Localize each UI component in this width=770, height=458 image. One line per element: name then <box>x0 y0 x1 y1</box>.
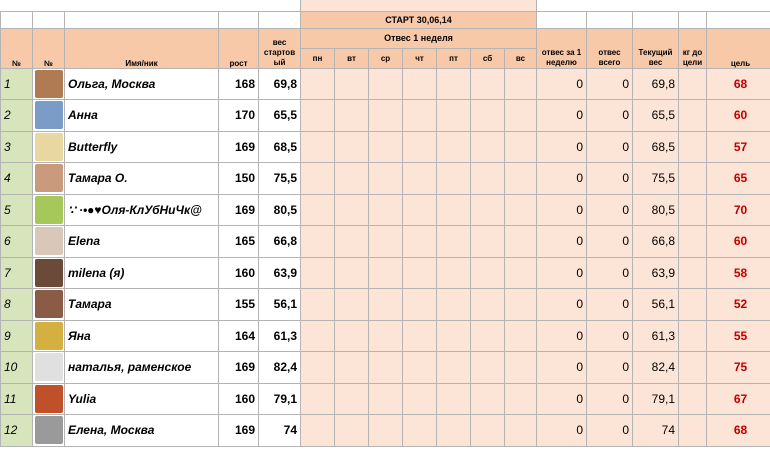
table-row <box>1 257 770 289</box>
start-merge-top[interactable] <box>301 0 537 11</box>
row-index-cell[interactable]: 5 <box>1 194 33 226</box>
table-row <box>1 352 770 384</box>
day-weight-cell[interactable] <box>437 383 471 415</box>
goal-weight-cell[interactable]: 60 <box>707 100 770 132</box>
row-index-cell[interactable]: 4 <box>1 163 33 195</box>
total-loss-cell[interactable]: 0 <box>587 320 633 352</box>
current-weight-cell[interactable]: 61,3 <box>633 320 679 352</box>
row-index-cell[interactable]: 1 <box>1 68 33 100</box>
day-weight-cell[interactable] <box>437 289 471 321</box>
header-total-loss[interactable]: отвес всего <box>587 28 633 68</box>
goal-weight-cell[interactable]: 70 <box>707 194 770 226</box>
week-loss-cell[interactable]: 0 <box>537 163 587 195</box>
participant-name-cell[interactable]: Яна <box>65 320 219 352</box>
height-cell[interactable]: 170 <box>219 100 259 132</box>
goal-weight-cell[interactable]: 68 <box>707 68 770 100</box>
week-loss-cell[interactable]: 0 <box>537 131 587 163</box>
day-weight-cell[interactable] <box>505 100 537 132</box>
current-weight-cell[interactable]: 69,8 <box>633 68 679 100</box>
current-weight-cell[interactable]: 74 <box>633 415 679 447</box>
day-weight-cell[interactable] <box>403 289 437 321</box>
height-cell[interactable]: 150 <box>219 163 259 195</box>
row-index-cell[interactable]: 6 <box>1 226 33 258</box>
day-weight-cell[interactable] <box>301 194 335 226</box>
participant-name-cell[interactable]: Ольга, Москва <box>65 68 219 100</box>
avatar-icon <box>35 196 63 224</box>
participants-table-body <box>1 68 770 446</box>
day-weight-cell[interactable] <box>301 100 335 132</box>
goal-weight-cell[interactable]: 60 <box>707 226 770 258</box>
day-weight-cell[interactable] <box>369 226 403 258</box>
participant-name-cell[interactable]: Елена, Москва <box>65 415 219 447</box>
height-cell[interactable]: 164 <box>219 320 259 352</box>
header-goal[interactable]: цель <box>707 28 770 68</box>
avatar-cell[interactable] <box>33 320 65 352</box>
participant-name-cell[interactable]: Анна <box>65 100 219 132</box>
day-weight-cell[interactable] <box>471 257 505 289</box>
participant-name-cell[interactable]: Тамара О. <box>65 163 219 195</box>
avatar-icon <box>35 227 63 255</box>
row-index-cell[interactable]: 8 <box>1 289 33 321</box>
day-weight-cell[interactable] <box>403 131 437 163</box>
day-weight-cell[interactable] <box>505 415 537 447</box>
day-weight-cell[interactable] <box>471 226 505 258</box>
total-loss-cell[interactable]: 0 <box>587 257 633 289</box>
kg-to-goal-cell[interactable] <box>679 131 707 163</box>
header-day-thu[interactable]: чт <box>403 48 437 68</box>
total-loss-cell[interactable]: 0 <box>587 100 633 132</box>
avatar-icon <box>35 322 63 350</box>
total-loss-cell[interactable]: 0 <box>587 68 633 100</box>
height-cell[interactable]: 160 <box>219 383 259 415</box>
table-row <box>1 100 770 132</box>
current-weight-cell[interactable]: 63,9 <box>633 257 679 289</box>
total-loss-cell[interactable]: 0 <box>587 131 633 163</box>
goal-weight-cell[interactable]: 75 <box>707 352 770 384</box>
kg-to-goal-cell[interactable] <box>679 194 707 226</box>
header-day-tue[interactable]: вт <box>335 48 369 68</box>
height-cell[interactable]: 169 <box>219 194 259 226</box>
day-weight-cell[interactable] <box>471 163 505 195</box>
day-weight-cell[interactable] <box>437 131 471 163</box>
day-weight-cell[interactable] <box>403 257 437 289</box>
day-weight-cell[interactable] <box>301 257 335 289</box>
day-weight-cell[interactable] <box>437 352 471 384</box>
week-loss-cell[interactable]: 0 <box>537 383 587 415</box>
current-weight-cell[interactable]: 82,4 <box>633 352 679 384</box>
day-weight-cell[interactable] <box>335 100 369 132</box>
avatar-cell[interactable] <box>33 68 65 100</box>
kg-to-goal-cell[interactable] <box>679 100 707 132</box>
day-weight-cell[interactable] <box>369 383 403 415</box>
participant-name-cell[interactable]: ∵ ·•●♥Оля-КлУбНиЧк@ <box>65 194 219 226</box>
day-weight-cell[interactable] <box>505 194 537 226</box>
day-weight-cell[interactable] <box>335 226 369 258</box>
total-loss-cell[interactable]: 0 <box>587 383 633 415</box>
height-cell[interactable]: 169 <box>219 131 259 163</box>
start-date-header[interactable]: СТАРТ 30,06,14 <box>301 11 537 28</box>
week-loss-cell[interactable]: 0 <box>537 415 587 447</box>
table-row <box>1 194 770 226</box>
avatar-icon <box>35 416 63 444</box>
current-weight-cell[interactable]: 68,5 <box>633 131 679 163</box>
start-weight-cell[interactable]: 61,3 <box>259 320 301 352</box>
participant-name-cell[interactable]: milena (я) <box>65 257 219 289</box>
day-weight-cell[interactable] <box>369 100 403 132</box>
day-weight-cell[interactable] <box>301 226 335 258</box>
day-weight-cell[interactable] <box>403 68 437 100</box>
week-loss-cell[interactable]: 0 <box>537 352 587 384</box>
row-index-cell[interactable]: 10 <box>1 352 33 384</box>
day-weight-cell[interactable] <box>369 415 403 447</box>
avatar-cell[interactable] <box>33 257 65 289</box>
avatar-icon <box>35 101 63 129</box>
avatar-icon <box>35 164 63 192</box>
header-day-sun[interactable]: вс <box>505 48 537 68</box>
goal-weight-cell[interactable]: 67 <box>707 383 770 415</box>
start-weight-cell[interactable]: 66,8 <box>259 226 301 258</box>
start-weight-cell[interactable]: 74 <box>259 415 301 447</box>
row-index-cell[interactable]: 9 <box>1 320 33 352</box>
day-weight-cell[interactable] <box>505 320 537 352</box>
table-row <box>1 131 770 163</box>
goal-weight-cell[interactable]: 65 <box>707 163 770 195</box>
day-weight-cell[interactable] <box>471 131 505 163</box>
participant-name-cell[interactable]: наталья, раменское <box>65 352 219 384</box>
day-weight-cell[interactable] <box>403 100 437 132</box>
total-loss-cell[interactable]: 0 <box>587 415 633 447</box>
day-weight-cell[interactable] <box>437 163 471 195</box>
row-index-cell[interactable]: 11 <box>1 383 33 415</box>
total-loss-cell[interactable]: 0 <box>587 289 633 321</box>
week-loss-cell[interactable]: 0 <box>537 68 587 100</box>
avatar-cell[interactable] <box>33 131 65 163</box>
header-day-sat[interactable]: сб <box>471 48 505 68</box>
avatar-cell[interactable] <box>33 289 65 321</box>
goal-weight-cell[interactable]: 58 <box>707 257 770 289</box>
day-weight-cell[interactable] <box>505 131 537 163</box>
day-weight-cell[interactable] <box>369 352 403 384</box>
total-loss-cell[interactable]: 0 <box>587 163 633 195</box>
start-weight-cell[interactable]: 75,5 <box>259 163 301 195</box>
avatar-cell[interactable] <box>33 383 65 415</box>
day-weight-cell[interactable] <box>335 194 369 226</box>
day-weight-cell[interactable] <box>437 226 471 258</box>
total-loss-cell[interactable]: 0 <box>587 226 633 258</box>
day-weight-cell[interactable] <box>403 194 437 226</box>
day-weight-cell[interactable] <box>403 415 437 447</box>
table-row <box>1 383 770 415</box>
day-weight-cell[interactable] <box>335 352 369 384</box>
goal-weight-cell[interactable]: 52 <box>707 289 770 321</box>
goal-weight-cell[interactable]: 57 <box>707 131 770 163</box>
day-weight-cell[interactable] <box>403 320 437 352</box>
height-cell[interactable]: 168 <box>219 68 259 100</box>
avatar-icon <box>35 290 63 318</box>
header-week-loss[interactable]: отвес за 1 неделю <box>537 28 587 68</box>
current-weight-cell[interactable]: 66,8 <box>633 226 679 258</box>
day-weight-cell[interactable] <box>505 163 537 195</box>
day-weight-cell[interactable] <box>335 415 369 447</box>
day-weight-cell[interactable] <box>335 383 369 415</box>
day-weight-cell[interactable] <box>369 289 403 321</box>
current-weight-cell[interactable]: 80,5 <box>633 194 679 226</box>
day-weight-cell[interactable] <box>437 100 471 132</box>
day-weight-cell[interactable] <box>369 131 403 163</box>
row-index-cell[interactable]: 3 <box>1 131 33 163</box>
start-weight-cell[interactable]: 82,4 <box>259 352 301 384</box>
kg-to-goal-cell[interactable] <box>679 415 707 447</box>
participant-name-cell[interactable]: Yulia <box>65 383 219 415</box>
header-height[interactable]: рост <box>219 28 259 68</box>
day-weight-cell[interactable] <box>471 289 505 321</box>
day-weight-cell[interactable] <box>369 194 403 226</box>
height-cell[interactable]: 169 <box>219 415 259 447</box>
day-weight-cell[interactable] <box>301 289 335 321</box>
row-index-cell[interactable]: 2 <box>1 100 33 132</box>
kg-to-goal-cell[interactable] <box>679 352 707 384</box>
day-weight-cell[interactable] <box>505 352 537 384</box>
current-weight-cell[interactable]: 65,5 <box>633 100 679 132</box>
day-weight-cell[interactable] <box>301 383 335 415</box>
day-weight-cell[interactable] <box>301 163 335 195</box>
table-row <box>1 320 770 352</box>
current-weight-cell[interactable]: 79,1 <box>633 383 679 415</box>
start-weight-cell[interactable]: 79,1 <box>259 383 301 415</box>
height-cell[interactable]: 160 <box>219 257 259 289</box>
start-weight-cell[interactable]: 80,5 <box>259 194 301 226</box>
table-row <box>1 289 770 321</box>
day-weight-cell[interactable] <box>471 415 505 447</box>
kg-to-goal-cell[interactable] <box>679 257 707 289</box>
day-weight-cell[interactable] <box>369 163 403 195</box>
avatar-cell[interactable] <box>33 352 65 384</box>
avatar-cell[interactable] <box>33 100 65 132</box>
avatar-cell[interactable] <box>33 226 65 258</box>
avatar-icon <box>35 353 63 381</box>
header-start-weight[interactable]: вес стартов ый <box>259 28 301 68</box>
day-weight-cell[interactable] <box>335 320 369 352</box>
day-weight-cell[interactable] <box>369 68 403 100</box>
day-weight-cell[interactable] <box>471 352 505 384</box>
day-weight-cell[interactable] <box>471 320 505 352</box>
header-index[interactable]: № <box>1 28 33 68</box>
height-cell[interactable]: 169 <box>219 352 259 384</box>
participant-name-cell[interactable]: Elena <box>65 226 219 258</box>
table-row <box>1 226 770 258</box>
day-weight-cell[interactable] <box>437 68 471 100</box>
height-cell[interactable]: 165 <box>219 226 259 258</box>
avatar-icon <box>35 133 63 161</box>
kg-to-goal-cell[interactable] <box>679 68 707 100</box>
day-weight-cell[interactable] <box>403 226 437 258</box>
header-day-mon[interactable]: пн <box>301 48 335 68</box>
header-photo-number[interactable]: № <box>33 28 65 68</box>
day-weight-cell[interactable] <box>301 68 335 100</box>
day-weight-cell[interactable] <box>369 257 403 289</box>
day-weight-cell[interactable] <box>437 320 471 352</box>
avatar-icon <box>35 70 63 98</box>
start-weight-cell[interactable]: 63,9 <box>259 257 301 289</box>
day-weight-cell[interactable] <box>505 257 537 289</box>
day-weight-cell[interactable] <box>369 320 403 352</box>
start-weight-cell[interactable]: 56,1 <box>259 289 301 321</box>
week-1-header[interactable]: Отвес 1 неделя <box>301 28 537 48</box>
day-weight-cell[interactable] <box>335 289 369 321</box>
day-weight-cell[interactable] <box>437 194 471 226</box>
current-weight-cell[interactable]: 75,5 <box>633 163 679 195</box>
avatar-cell[interactable] <box>33 415 65 447</box>
row-index-cell[interactable]: 7 <box>1 257 33 289</box>
day-weight-cell[interactable] <box>301 415 335 447</box>
header-name[interactable]: Имя/ник <box>65 28 219 68</box>
day-weight-cell[interactable] <box>471 194 505 226</box>
height-cell[interactable]: 155 <box>219 289 259 321</box>
week-loss-cell[interactable]: 0 <box>537 100 587 132</box>
header-day-fri[interactable]: пт <box>437 48 471 68</box>
week-loss-cell[interactable]: 0 <box>537 194 587 226</box>
day-weight-cell[interactable] <box>505 383 537 415</box>
day-weight-cell[interactable] <box>403 383 437 415</box>
start-weight-cell[interactable]: 65,5 <box>259 100 301 132</box>
day-weight-cell[interactable] <box>335 68 369 100</box>
day-weight-cell[interactable] <box>301 131 335 163</box>
goal-weight-cell[interactable]: 68 <box>707 415 770 447</box>
participant-name-cell[interactable]: Butterfly <box>65 131 219 163</box>
day-weight-cell[interactable] <box>505 289 537 321</box>
kg-to-goal-cell[interactable] <box>679 163 707 195</box>
week-loss-cell[interactable]: 0 <box>537 226 587 258</box>
goal-weight-cell[interactable]: 55 <box>707 320 770 352</box>
day-weight-cell[interactable] <box>403 352 437 384</box>
day-weight-cell[interactable] <box>437 257 471 289</box>
day-weight-cell[interactable] <box>471 100 505 132</box>
week-loss-cell[interactable]: 0 <box>537 320 587 352</box>
day-weight-cell[interactable] <box>335 163 369 195</box>
day-weight-cell[interactable] <box>301 352 335 384</box>
participant-name-cell[interactable]: Тамара <box>65 289 219 321</box>
day-weight-cell[interactable] <box>505 226 537 258</box>
header-day-wed[interactable]: ср <box>369 48 403 68</box>
day-weight-cell[interactable] <box>301 320 335 352</box>
avatar-cell[interactable] <box>33 163 65 195</box>
day-weight-cell[interactable] <box>437 415 471 447</box>
start-weight-cell[interactable]: 68,5 <box>259 131 301 163</box>
table-row <box>1 68 770 100</box>
total-loss-cell[interactable]: 0 <box>587 352 633 384</box>
week-loss-cell[interactable]: 0 <box>537 257 587 289</box>
kg-to-goal-cell[interactable] <box>679 289 707 321</box>
day-weight-cell[interactable] <box>335 131 369 163</box>
kg-to-goal-cell[interactable] <box>679 320 707 352</box>
day-weight-cell[interactable] <box>335 257 369 289</box>
day-weight-cell[interactable] <box>403 163 437 195</box>
avatar-icon <box>35 385 63 413</box>
avatar-icon <box>35 259 63 287</box>
start-weight-cell[interactable]: 69,8 <box>259 68 301 100</box>
kg-to-goal-cell[interactable] <box>679 383 707 415</box>
day-weight-cell[interactable] <box>505 68 537 100</box>
day-weight-cell[interactable] <box>471 68 505 100</box>
table-row <box>1 163 770 195</box>
header-kg-to-goal[interactable]: кг до цели <box>679 28 707 68</box>
row-index-cell[interactable]: 12 <box>1 415 33 447</box>
avatar-cell[interactable] <box>33 194 65 226</box>
week-loss-cell[interactable]: 0 <box>537 289 587 321</box>
current-weight-cell[interactable]: 56,1 <box>633 289 679 321</box>
kg-to-goal-cell[interactable] <box>679 226 707 258</box>
total-loss-cell[interactable]: 0 <box>587 194 633 226</box>
table-row <box>1 415 770 447</box>
day-weight-cell[interactable] <box>471 383 505 415</box>
header-current-weight[interactable]: Текущий вес <box>633 28 679 68</box>
